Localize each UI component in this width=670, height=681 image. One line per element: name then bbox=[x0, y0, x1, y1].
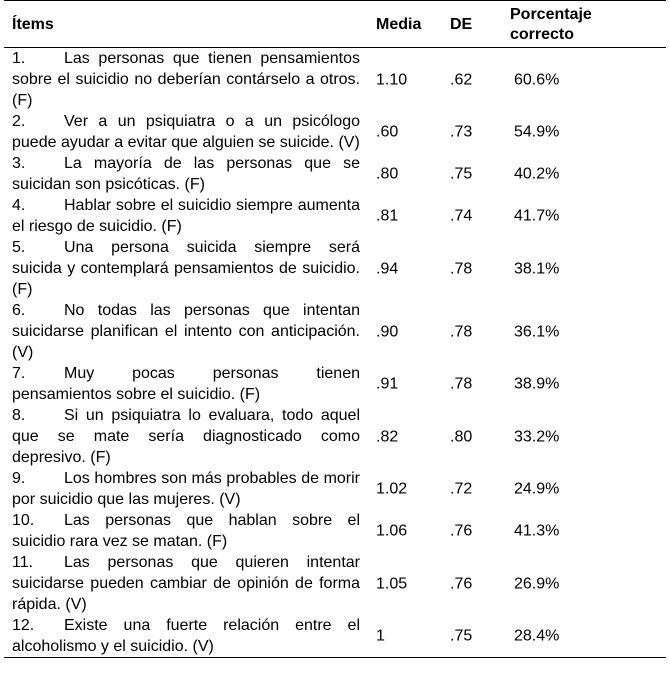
percentage-value: 26.9% bbox=[514, 575, 560, 592]
item-cell bbox=[4, 237, 360, 300]
header-porcentaje-line2: correcto bbox=[510, 26, 575, 43]
item-cell bbox=[4, 468, 360, 510]
item-number: 1. bbox=[12, 50, 26, 67]
table-row bbox=[4, 363, 666, 405]
item-number: 11. bbox=[12, 554, 34, 571]
media-value: .82 bbox=[376, 428, 399, 445]
table-row bbox=[4, 237, 666, 300]
item-cell bbox=[4, 48, 360, 111]
item-cell bbox=[4, 510, 360, 552]
media-value: 1 bbox=[376, 627, 385, 645]
item-text: Las personas que hablan sobre el suicidio rara vez se matan. (F) bbox=[12, 512, 360, 550]
percentage-value: 40.2% bbox=[514, 165, 560, 183]
media-value: .94 bbox=[376, 260, 399, 277]
media-value: 1.06 bbox=[376, 522, 408, 540]
percentage-value: 38.1% bbox=[514, 260, 560, 277]
item-number: 8. bbox=[12, 407, 26, 424]
item-cell bbox=[4, 195, 360, 237]
item-text: Muy pocas personas tienen pensamientos sobre el suicidio. (F) bbox=[12, 365, 360, 403]
item-number: 3. bbox=[12, 155, 26, 172]
table-row bbox=[4, 111, 666, 153]
item-cell bbox=[4, 405, 360, 468]
percentage-value: 41.3% bbox=[514, 522, 560, 540]
item-cell bbox=[4, 300, 360, 363]
de-value: .75 bbox=[450, 627, 473, 645]
item-cell bbox=[4, 615, 360, 657]
item-text: Hablar sobre el suicidio siempre aumenta el riesgo de suicidio. (F) bbox=[12, 197, 360, 235]
table-row bbox=[4, 300, 666, 363]
item-number: 5. bbox=[12, 239, 26, 256]
table-bottom-rule bbox=[4, 657, 666, 658]
percentage-value: 28.4% bbox=[514, 627, 560, 645]
table-row bbox=[4, 468, 666, 510]
header-items: Ítems bbox=[12, 16, 54, 33]
de-value: .75 bbox=[450, 165, 473, 183]
media-value: .80 bbox=[376, 165, 399, 183]
percentage-value: 41.7% bbox=[514, 207, 560, 225]
item-text: Los hombres son más probables de morir por suicidio que las mujeres. (V) bbox=[12, 470, 360, 508]
table-row bbox=[4, 615, 666, 657]
table-row bbox=[4, 552, 666, 615]
de-value: .80 bbox=[450, 428, 473, 445]
table-row bbox=[4, 405, 666, 468]
item-text: No todas las personas que intentan suicidarse planifican el intento con anticipación. (V) bbox=[12, 302, 360, 361]
item-number: 9. bbox=[12, 470, 26, 487]
table-row bbox=[4, 195, 666, 237]
media-value: .91 bbox=[376, 375, 399, 393]
media-value: 1.10 bbox=[376, 71, 408, 88]
percentage-value: 33.2% bbox=[514, 428, 560, 445]
media-value: .60 bbox=[376, 123, 399, 141]
item-number: 4. bbox=[12, 197, 26, 214]
table-body bbox=[4, 48, 666, 657]
item-cell bbox=[4, 363, 360, 405]
header-media: Media bbox=[376, 16, 422, 33]
percentage-value: 54.9% bbox=[514, 123, 560, 141]
de-value: .78 bbox=[450, 260, 473, 277]
media-value: 1.05 bbox=[376, 575, 408, 592]
item-number: 2. bbox=[12, 113, 26, 130]
item-text: Las personas que quieren intentar suicidarse pueden cambiar de opinión de forma rápida. (V) bbox=[12, 554, 360, 613]
item-text: La mayoría de las personas que se suicidan son psicóticas. (F) bbox=[12, 155, 360, 193]
table-row bbox=[4, 153, 666, 195]
percentage-value: 24.9% bbox=[514, 480, 560, 498]
percentage-value: 38.9% bbox=[514, 375, 560, 393]
de-value: .73 bbox=[450, 123, 473, 141]
de-value: .78 bbox=[450, 323, 473, 340]
item-text: Existe una fuerte relación entre el alcoholismo y el suicidio. (V) bbox=[12, 617, 360, 655]
item-cell bbox=[4, 552, 360, 615]
de-value: .78 bbox=[450, 375, 473, 393]
table-row bbox=[4, 510, 666, 552]
percentage-value: 60.6% bbox=[514, 71, 560, 88]
item-cell bbox=[4, 111, 360, 153]
items-table bbox=[4, 0, 666, 658]
de-value: .76 bbox=[450, 522, 473, 540]
de-value: .72 bbox=[450, 480, 473, 498]
item-number: 10. bbox=[12, 512, 35, 529]
table-header bbox=[4, 1, 666, 48]
item-text: Ver a un psiquiatra o a un psicólogo puede ayudar a evitar que alguien se suicide. (V) bbox=[12, 113, 360, 151]
item-cell bbox=[4, 153, 360, 195]
item-text: Las personas que tienen pensamientos sobre el suicidio no deberían contárselo a otros. (F) bbox=[12, 50, 360, 109]
media-value: 1.02 bbox=[376, 480, 408, 498]
item-text: Una persona suicida siempre será suicida y contemplará pensamientos de suicidio. (F) bbox=[12, 239, 360, 298]
media-value: .90 bbox=[376, 323, 399, 340]
item-number: 7. bbox=[12, 365, 26, 382]
item-number: 12. bbox=[12, 617, 35, 634]
de-value: .76 bbox=[450, 575, 473, 592]
header-porcentaje-line1: Porcentaje bbox=[510, 6, 592, 23]
header-de: DE bbox=[450, 16, 473, 33]
item-number: 6. bbox=[12, 302, 26, 319]
item-text: Si un psiquiatra lo evaluara, todo aquel que se mate sería diagnosticado como depresivo. (F) bbox=[12, 407, 360, 466]
percentage-value: 36.1% bbox=[514, 323, 560, 340]
table-row bbox=[4, 48, 666, 111]
de-value: .62 bbox=[450, 71, 473, 88]
de-value: .74 bbox=[450, 207, 473, 225]
media-value: .81 bbox=[376, 207, 399, 225]
